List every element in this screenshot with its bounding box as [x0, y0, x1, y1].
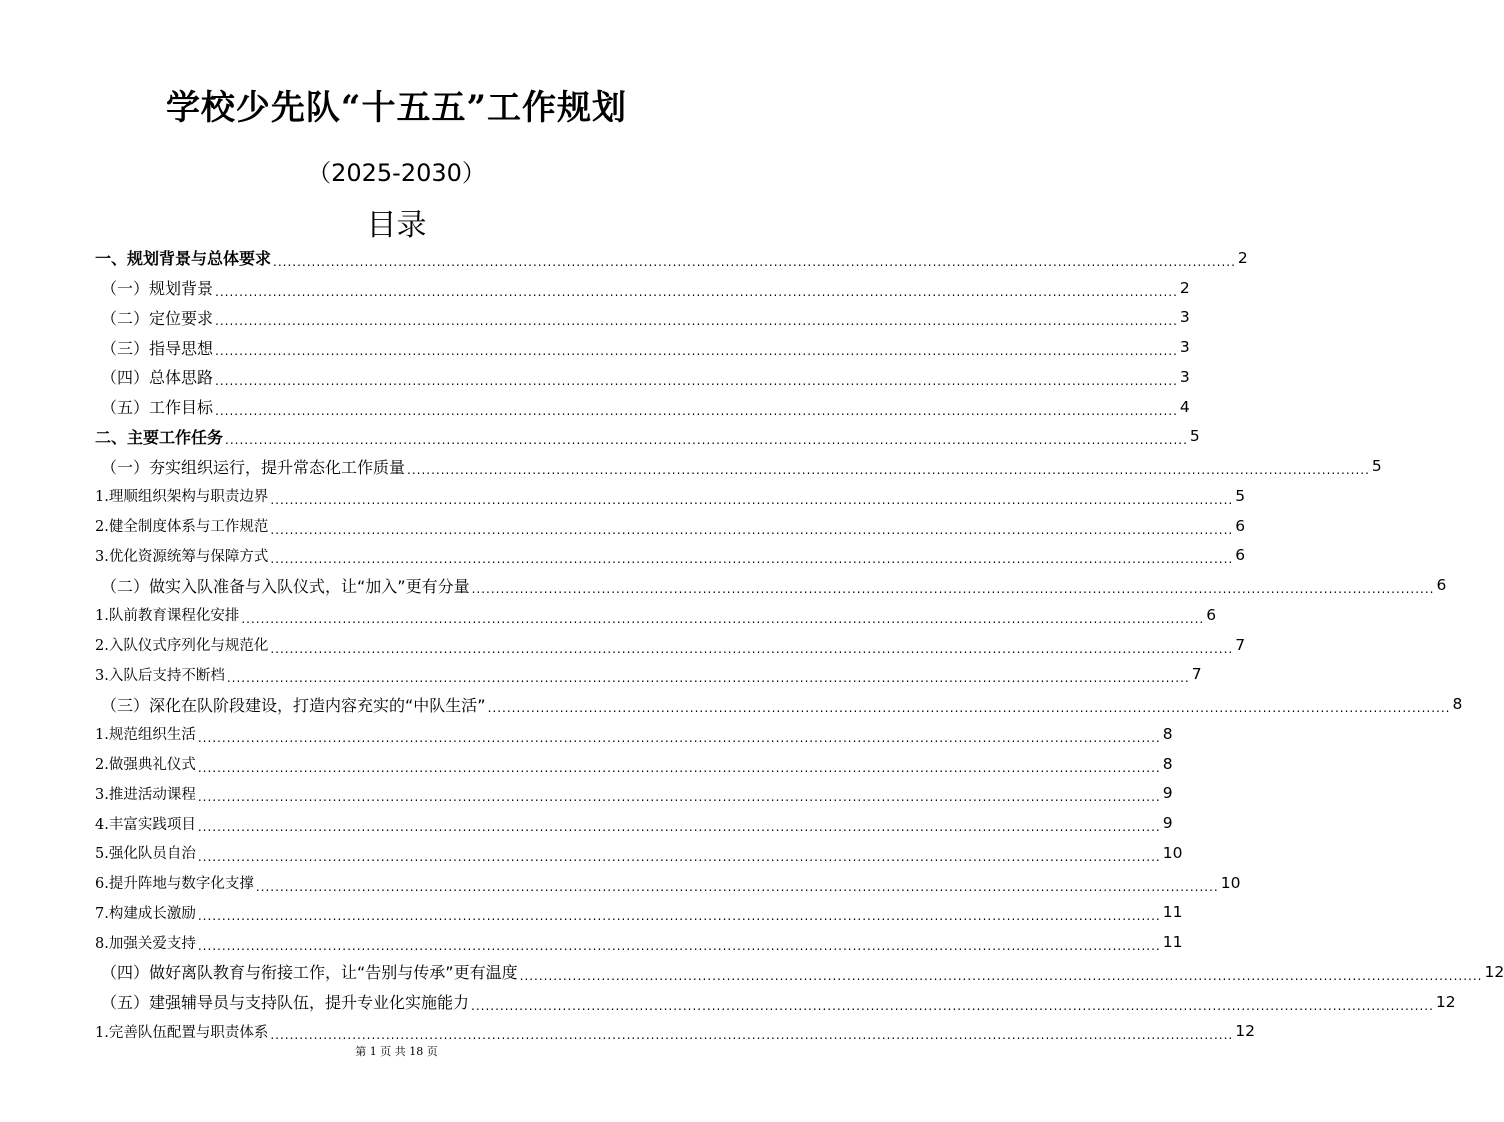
- toc-entry[interactable]: [95, 838, 1183, 868]
- toc-entry[interactable]: [95, 898, 1183, 928]
- toc-entry-page-number: 12: [1235, 1022, 1255, 1041]
- dot-leader: ........................................................................................................................................................................................................: [197, 730, 1161, 745]
- toc-entry-label: （一）夯实组织运行，提升常态化工作质量: [101, 457, 406, 477]
- toc-entry[interactable]: [95, 451, 1382, 481]
- toc-entry-page-number: 8: [1162, 754, 1173, 773]
- document-subtitle: （2025-2030）: [307, 159, 486, 187]
- dot-leader: ........................................................................................................................................................................................................: [197, 909, 1161, 924]
- toc-entry[interactable]: [95, 332, 1190, 362]
- toc-entry-page-number: 3: [1179, 338, 1190, 357]
- toc-entry-label: 4.丰富实践项目: [95, 816, 196, 833]
- toc-entry-label: 8.加强关爱支持: [95, 935, 196, 952]
- toc-entry-label: 1.理顺组织架构与职责边界: [95, 489, 269, 506]
- toc-entry-page-number: 3: [1179, 367, 1190, 386]
- toc-entry-label: 7.构建成长激励: [95, 905, 196, 922]
- toc-entry-page-number: 12: [1435, 992, 1456, 1011]
- document-title: 学校少先队“十五五”工作规划: [165, 88, 628, 128]
- toc-entry-page-number: 9: [1162, 784, 1173, 803]
- toc-entry-label: 1.队前教育课程化安排: [95, 608, 240, 625]
- dot-leader: ........................................................................................................................................................................................................: [471, 998, 1434, 1013]
- toc-entry-label: （四）总体思路: [101, 368, 214, 388]
- toc-entry-label: 1.规范组织生活: [95, 727, 196, 744]
- toc-entry[interactable]: [95, 660, 1202, 690]
- dot-leader: ........................................................................................................................................................................................................: [197, 760, 1161, 775]
- dot-leader: ........................................................................................................................................................................................................: [215, 344, 1178, 359]
- dot-leader: ........................................................................................................................................................................................................: [519, 968, 1483, 983]
- toc-entry-page-number: 5: [1371, 457, 1382, 476]
- toc-entry-label: 3.推进活动课程: [95, 786, 196, 803]
- toc-entry-label: 3.优化资源统筹与保障方式: [95, 548, 269, 565]
- table-of-contents: [95, 243, 1504, 1046]
- page-footer: 第 1 页 共 18 页: [355, 1045, 438, 1058]
- toc-entry[interactable]: [95, 481, 1246, 511]
- toc-entry[interactable]: [95, 303, 1190, 333]
- toc-entry-page-number: 4: [1179, 397, 1190, 416]
- toc-entry-page-number: 12: [1484, 962, 1504, 981]
- toc-entry-page-number: 9: [1162, 814, 1173, 833]
- dot-leader: ........................................................................................................................................................................................................: [226, 671, 1190, 686]
- dot-leader: ........................................................................................................................................................................................................: [225, 433, 1188, 448]
- toc-entry-label: （三）指导思想: [101, 338, 214, 358]
- toc-entry-label: 6.提升阵地与数字化支撑: [95, 876, 254, 893]
- toc-entry[interactable]: [95, 957, 1504, 987]
- toc-entry[interactable]: [95, 511, 1246, 541]
- toc-entry-page-number: 7: [1191, 665, 1202, 684]
- toc-entry-page-number: 10: [1162, 843, 1183, 862]
- dot-leader: ........................................................................................................................................................................................................: [197, 849, 1161, 864]
- toc-entry[interactable]: [95, 570, 1447, 600]
- dot-leader: ........................................................................................................................................................................................................: [241, 611, 1205, 626]
- toc-entry-label: （三）深化在队阶段建设，打造内容充实的“中队生活”: [101, 695, 486, 715]
- toc-entry-page-number: 8: [1452, 695, 1463, 714]
- dot-leader: ........................................................................................................................................................................................................: [270, 1028, 1234, 1043]
- dot-leader: ........................................................................................................................................................................................................: [197, 820, 1161, 835]
- toc-entry-label: 1.完善队伍配置与职责体系: [95, 1024, 269, 1041]
- toc-entry[interactable]: [95, 749, 1173, 779]
- toc-entry-label: （二）定位要求: [101, 308, 214, 328]
- toc-entry-label: （五）工作目标: [101, 398, 214, 418]
- toc-entry-label: （四）做好离队教育与衔接工作，让“告别与传承”更有温度: [101, 963, 518, 983]
- toc-entry-page-number: 8: [1162, 724, 1173, 743]
- dot-leader: ........................................................................................................................................................................................................: [255, 879, 1219, 894]
- toc-entry-page-number: 11: [1162, 903, 1183, 922]
- dot-leader: ........................................................................................................................................................................................................: [270, 492, 1234, 507]
- toc-entry-label: 二、主要工作任务: [95, 427, 224, 447]
- toc-entry-page-number: 6: [1436, 576, 1447, 595]
- dot-leader: ........................................................................................................................................................................................................: [270, 552, 1234, 567]
- toc-entry-label: （一）规划背景: [101, 279, 214, 299]
- toc-entry-page-number: 5: [1189, 427, 1200, 446]
- dot-leader: ........................................................................................................................................................................................................: [215, 284, 1178, 299]
- toc-entry[interactable]: [95, 719, 1173, 749]
- dot-leader: ........................................................................................................................................................................................................: [197, 939, 1161, 954]
- toc-entry[interactable]: [95, 927, 1183, 957]
- toc-entry[interactable]: [95, 689, 1463, 719]
- toc-entry-page-number: 5: [1235, 486, 1246, 505]
- toc-entry[interactable]: [95, 987, 1456, 1017]
- dot-leader: ........................................................................................................................................................................................................: [197, 790, 1161, 805]
- toc-entry[interactable]: [95, 808, 1173, 838]
- toc-entry-page-number: 11: [1162, 933, 1183, 952]
- toc-entry-label: 5.强化队员自治: [95, 846, 196, 863]
- toc-heading: 目录: [366, 208, 427, 243]
- toc-entry-label: （五）建强辅导员与支持队伍，提升专业化实施能力: [101, 993, 470, 1013]
- toc-entry[interactable]: [95, 600, 1217, 630]
- toc-entry-label: 2.做强典礼仪式: [95, 757, 196, 774]
- toc-entry[interactable]: [95, 392, 1190, 422]
- toc-entry[interactable]: [95, 630, 1246, 660]
- dot-leader: ........................................................................................................................................................................................................: [487, 701, 1451, 716]
- toc-entry-label: 2.入队仪式序列化与规范化: [95, 638, 269, 655]
- toc-entry[interactable]: [95, 541, 1246, 571]
- toc-entry-page-number: 10: [1220, 873, 1241, 892]
- toc-entry[interactable]: [95, 1017, 1255, 1047]
- toc-entry[interactable]: [95, 243, 1248, 273]
- dot-leader: ........................................................................................................................................................................................................: [407, 463, 1370, 478]
- toc-entry-page-number: 6: [1235, 516, 1246, 535]
- toc-entry-page-number: 2: [1237, 248, 1248, 267]
- dot-leader: ........................................................................................................................................................................................................: [273, 254, 1236, 269]
- toc-entry-page-number: 3: [1179, 308, 1190, 327]
- toc-entry[interactable]: [95, 779, 1173, 809]
- toc-entry-page-number: 7: [1235, 635, 1246, 654]
- toc-entry-label: 3.入队后支持不断档: [95, 667, 225, 684]
- toc-entry[interactable]: [95, 362, 1190, 392]
- dot-leader: ........................................................................................................................................................................................................: [270, 522, 1234, 537]
- toc-entry[interactable]: [95, 422, 1200, 452]
- toc-entry-label: （二）做实入队准备与入队仪式，让“加入”更有分量: [101, 576, 470, 596]
- dot-leader: ........................................................................................................................................................................................................: [270, 641, 1234, 656]
- dot-leader: ........................................................................................................................................................................................................: [215, 403, 1178, 418]
- dot-leader: ........................................................................................................................................................................................................: [471, 582, 1435, 597]
- toc-entry-label: 一、规划背景与总体要求: [95, 249, 272, 269]
- dot-leader: ........................................................................................................................................................................................................: [215, 314, 1178, 329]
- toc-entry[interactable]: [95, 868, 1241, 898]
- toc-entry[interactable]: [95, 273, 1190, 303]
- toc-entry-page-number: 6: [1235, 546, 1246, 565]
- toc-entry-label: 2.健全制度体系与工作规范: [95, 519, 269, 536]
- toc-entry-page-number: 2: [1179, 278, 1190, 297]
- dot-leader: ........................................................................................................................................................................................................: [215, 373, 1178, 388]
- toc-entry-page-number: 6: [1206, 605, 1217, 624]
